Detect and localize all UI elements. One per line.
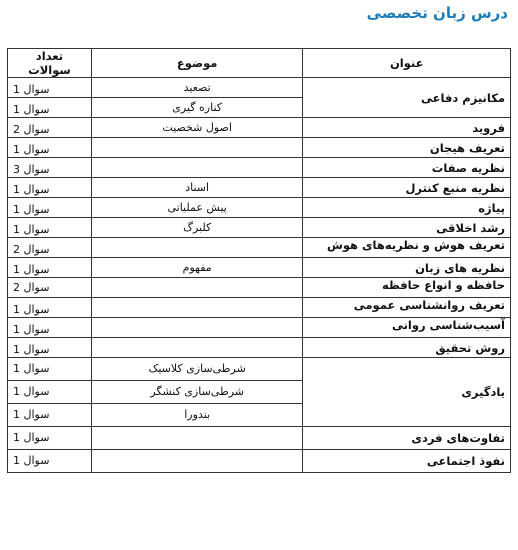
row-title: نفوذ اجتماعی bbox=[303, 450, 511, 473]
row-title: روش تحقیق bbox=[303, 338, 511, 358]
header-title: عنوان bbox=[303, 49, 511, 78]
row-topic: تصعید bbox=[91, 78, 303, 98]
row-topic: شرطی‌سازی کلاسیک bbox=[91, 358, 303, 381]
row-count: 1 سوال bbox=[8, 298, 92, 318]
row-count: 1 سوال bbox=[8, 218, 92, 238]
table-row bbox=[8, 178, 511, 198]
row-topic: اصول شخصیت bbox=[91, 118, 303, 138]
table-row bbox=[8, 298, 511, 318]
row-title: آسیب‌شناسی روانی bbox=[303, 318, 511, 338]
table-row bbox=[8, 78, 511, 98]
row-count: 1 سوال bbox=[8, 78, 92, 98]
row-title: تفاوت‌های فردی bbox=[303, 427, 511, 450]
row-title: تعریف هوش و نظریه‌های هوش bbox=[303, 238, 511, 258]
table-row bbox=[8, 198, 511, 218]
row-count: 1 سوال bbox=[8, 381, 92, 404]
row-title: رشد اخلاقی bbox=[303, 218, 511, 238]
table-row bbox=[8, 318, 511, 338]
table-row bbox=[8, 278, 511, 298]
table-row bbox=[8, 338, 511, 358]
row-topic: مفهوم bbox=[91, 258, 303, 278]
row-topic: پیش عملیاتی bbox=[91, 198, 303, 218]
row-count: 2 سوال bbox=[8, 278, 92, 298]
table-row bbox=[8, 427, 511, 450]
row-title: مکانیزم دفاعی bbox=[303, 78, 511, 118]
table-row bbox=[8, 138, 511, 158]
page-title: درس زبان تخصصی bbox=[366, 4, 508, 22]
row-title: پیاژه bbox=[303, 198, 511, 218]
row-count: 1 سوال bbox=[8, 404, 92, 427]
row-topic bbox=[91, 158, 303, 178]
row-count: 3 سوال bbox=[8, 158, 92, 178]
row-topic: بندورا bbox=[91, 404, 303, 427]
row-topic bbox=[91, 298, 303, 318]
row-count: 1 سوال bbox=[8, 138, 92, 158]
row-title: نظریه صفات bbox=[303, 158, 511, 178]
row-topic: کلبرگ bbox=[91, 218, 303, 238]
table-header-row bbox=[8, 49, 511, 78]
table-row bbox=[8, 118, 511, 138]
row-count: 1 سوال bbox=[8, 450, 92, 473]
row-topic bbox=[91, 427, 303, 450]
row-topic: اسناد bbox=[91, 178, 303, 198]
row-count: 1 سوال bbox=[8, 198, 92, 218]
row-title: تعریف روانشناسی عمومی bbox=[303, 298, 511, 318]
header-topic: موضوع bbox=[91, 49, 303, 78]
row-count: 1 سوال bbox=[8, 178, 92, 198]
questions-table bbox=[7, 48, 511, 473]
table-row bbox=[8, 450, 511, 473]
row-topic bbox=[91, 318, 303, 338]
row-title: نظریه منبع کنترل bbox=[303, 178, 511, 198]
row-count: 2 سوال bbox=[8, 238, 92, 258]
row-title: نظریه های زبان bbox=[303, 258, 511, 278]
row-topic bbox=[91, 278, 303, 298]
row-count: 1 سوال bbox=[8, 427, 92, 450]
row-count: 1 سوال bbox=[8, 338, 92, 358]
row-topic bbox=[91, 138, 303, 158]
table-row bbox=[8, 158, 511, 178]
row-title: تعریف هیجان bbox=[303, 138, 511, 158]
row-title: فروید bbox=[303, 118, 511, 138]
row-count: 1 سوال bbox=[8, 98, 92, 118]
row-topic bbox=[91, 238, 303, 258]
row-title: حافظه و انواع حافظه bbox=[303, 278, 511, 298]
row-topic: کناره گیری bbox=[91, 98, 303, 118]
row-count: 1 سوال bbox=[8, 258, 92, 278]
row-count: 1 سوال bbox=[8, 358, 92, 381]
row-topic: شرطی‌سازی کنشگر bbox=[91, 381, 303, 404]
table-row bbox=[8, 358, 511, 381]
row-topic bbox=[91, 338, 303, 358]
table-row bbox=[8, 238, 511, 258]
row-topic bbox=[91, 450, 303, 473]
row-title: یادگیری bbox=[303, 358, 511, 427]
row-count: 1 سوال bbox=[8, 318, 92, 338]
header-count: تعداد سوالات bbox=[8, 49, 92, 78]
table-row bbox=[8, 218, 511, 238]
table-row bbox=[8, 258, 511, 278]
row-count: 2 سوال bbox=[8, 118, 92, 138]
